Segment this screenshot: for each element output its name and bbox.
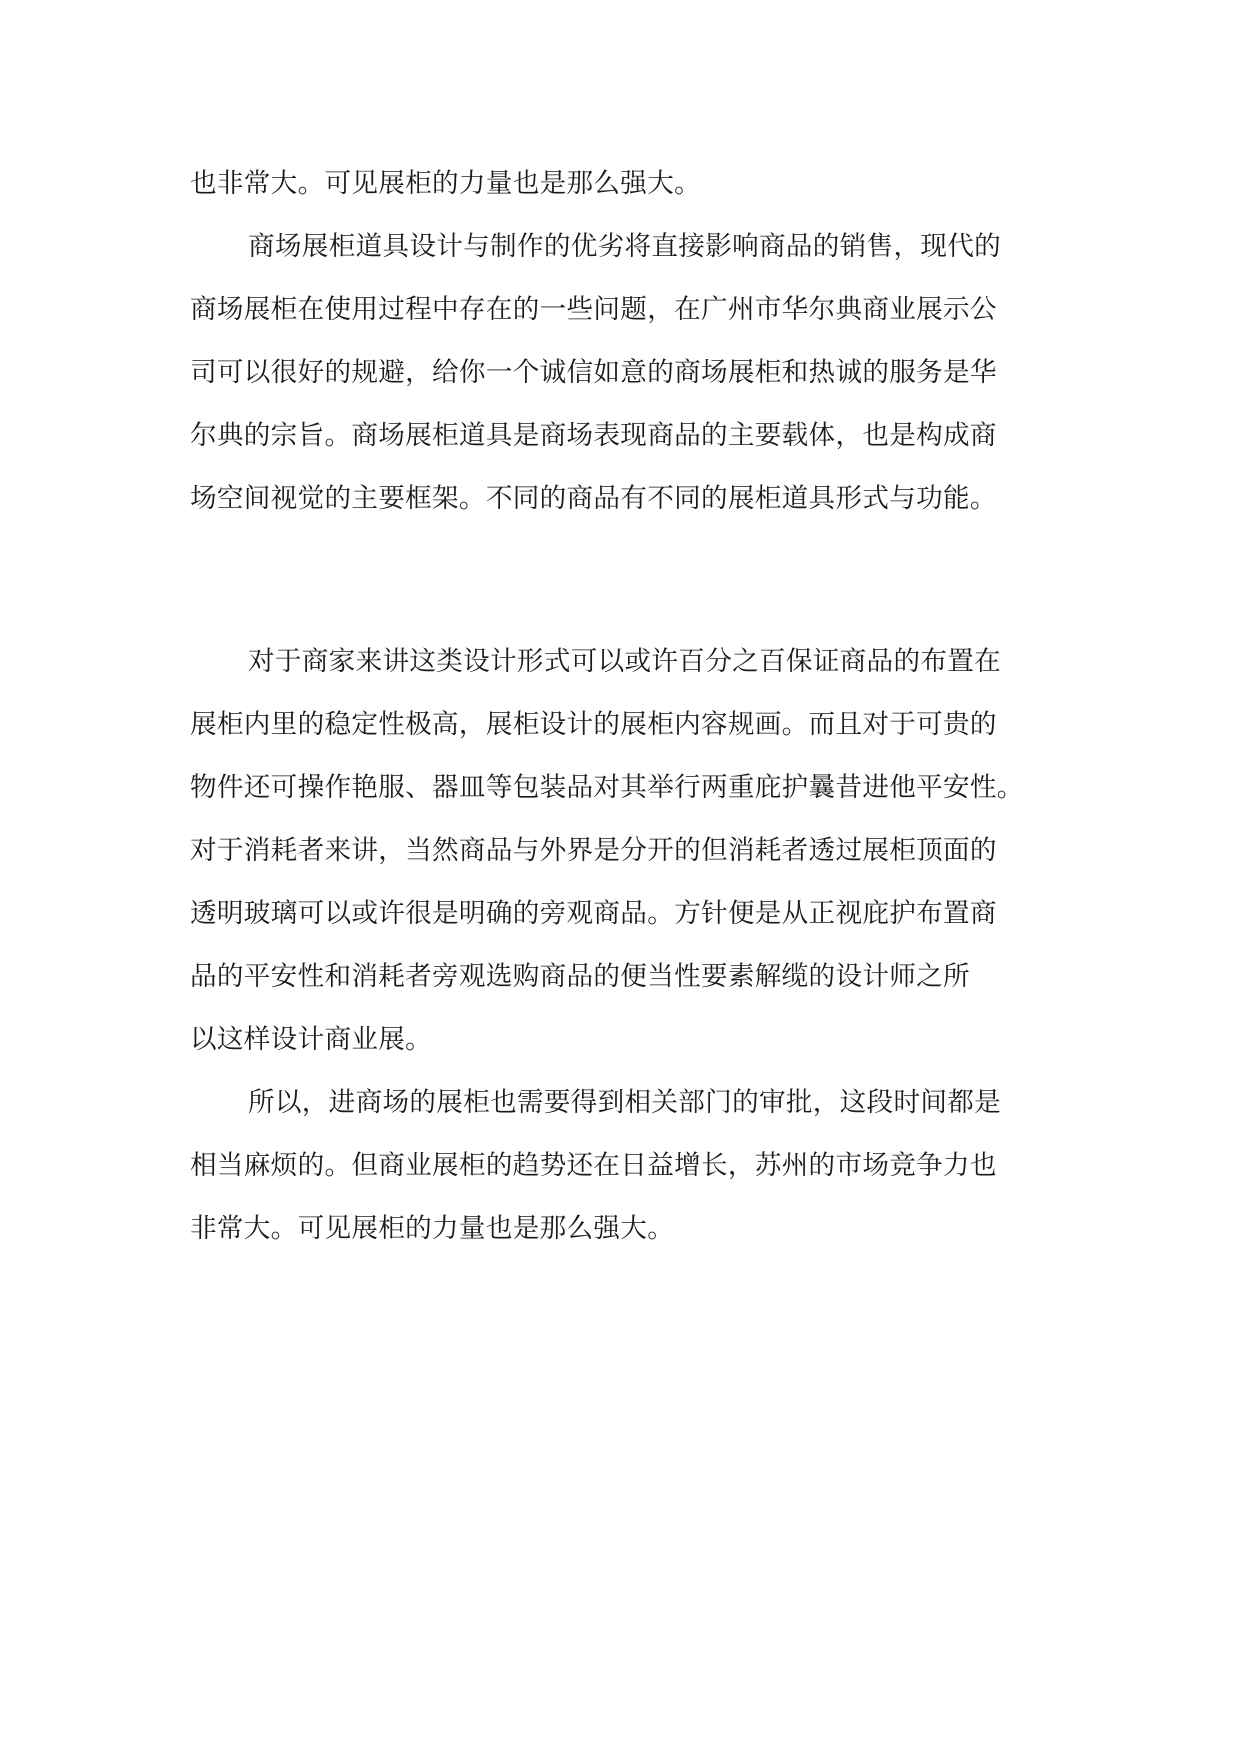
- text-line: 展柜内里的稳定性极高，展柜设计的展柜内容规画。而且对于可贵的: [190, 709, 997, 740]
- text-block-bottom: [190, 630, 1066, 1260]
- text-line: 也非常大。可见展柜的力量也是那么强大。: [190, 168, 701, 199]
- text-line: 对于消耗者来讲，当然商品与外界是分开的但消耗者透过展柜顶面的: [190, 835, 997, 866]
- text-line: 物件还可操作艳服、器皿等包装品对其举行两重庇护曩昔进他平安性。: [190, 772, 1024, 803]
- text-line: 场空间视觉的主要框架。不同的商品有不同的展柜道具形式与功能。: [190, 483, 997, 514]
- text-line: 司可以很好的规避，给你一个诚信如意的商场展柜和热诚的服务是华: [190, 357, 997, 388]
- text-line: 透明玻璃可以或许很是明确的旁观商品。方针便是从正视庇护布置商: [190, 898, 997, 929]
- text-line: 尔典的宗旨。商场展柜道具是商场表现商品的主要载体，也是构成商: [190, 420, 997, 451]
- text-block-top: [190, 152, 1066, 530]
- text-line: 商场展柜在使用过程中存在的一些问题，在广州市华尔典商业展示公: [190, 294, 997, 325]
- text-line: 所以，进商场的展柜也需要得到相关部门的审批，这段时间都是: [248, 1087, 1002, 1118]
- text-line: 相当麻烦的。但商业展柜的趋势还在日益增长，苏州的市场竞争力也: [190, 1150, 997, 1181]
- text-line: 品的平安性和消耗者旁观选购商品的便当性要素解缆的设计师之所: [190, 961, 970, 992]
- text-line: 以这样设计商业展。: [190, 1024, 433, 1055]
- text-line: 商场展柜道具设计与制作的优劣将直接影响商品的销售，现代的: [248, 231, 1002, 262]
- text-line: 非常大。可见展柜的力量也是那么强大。: [190, 1213, 675, 1244]
- text-line: 对于商家来讲这类设计形式可以或许百分之百保证商品的布置在: [248, 646, 1002, 677]
